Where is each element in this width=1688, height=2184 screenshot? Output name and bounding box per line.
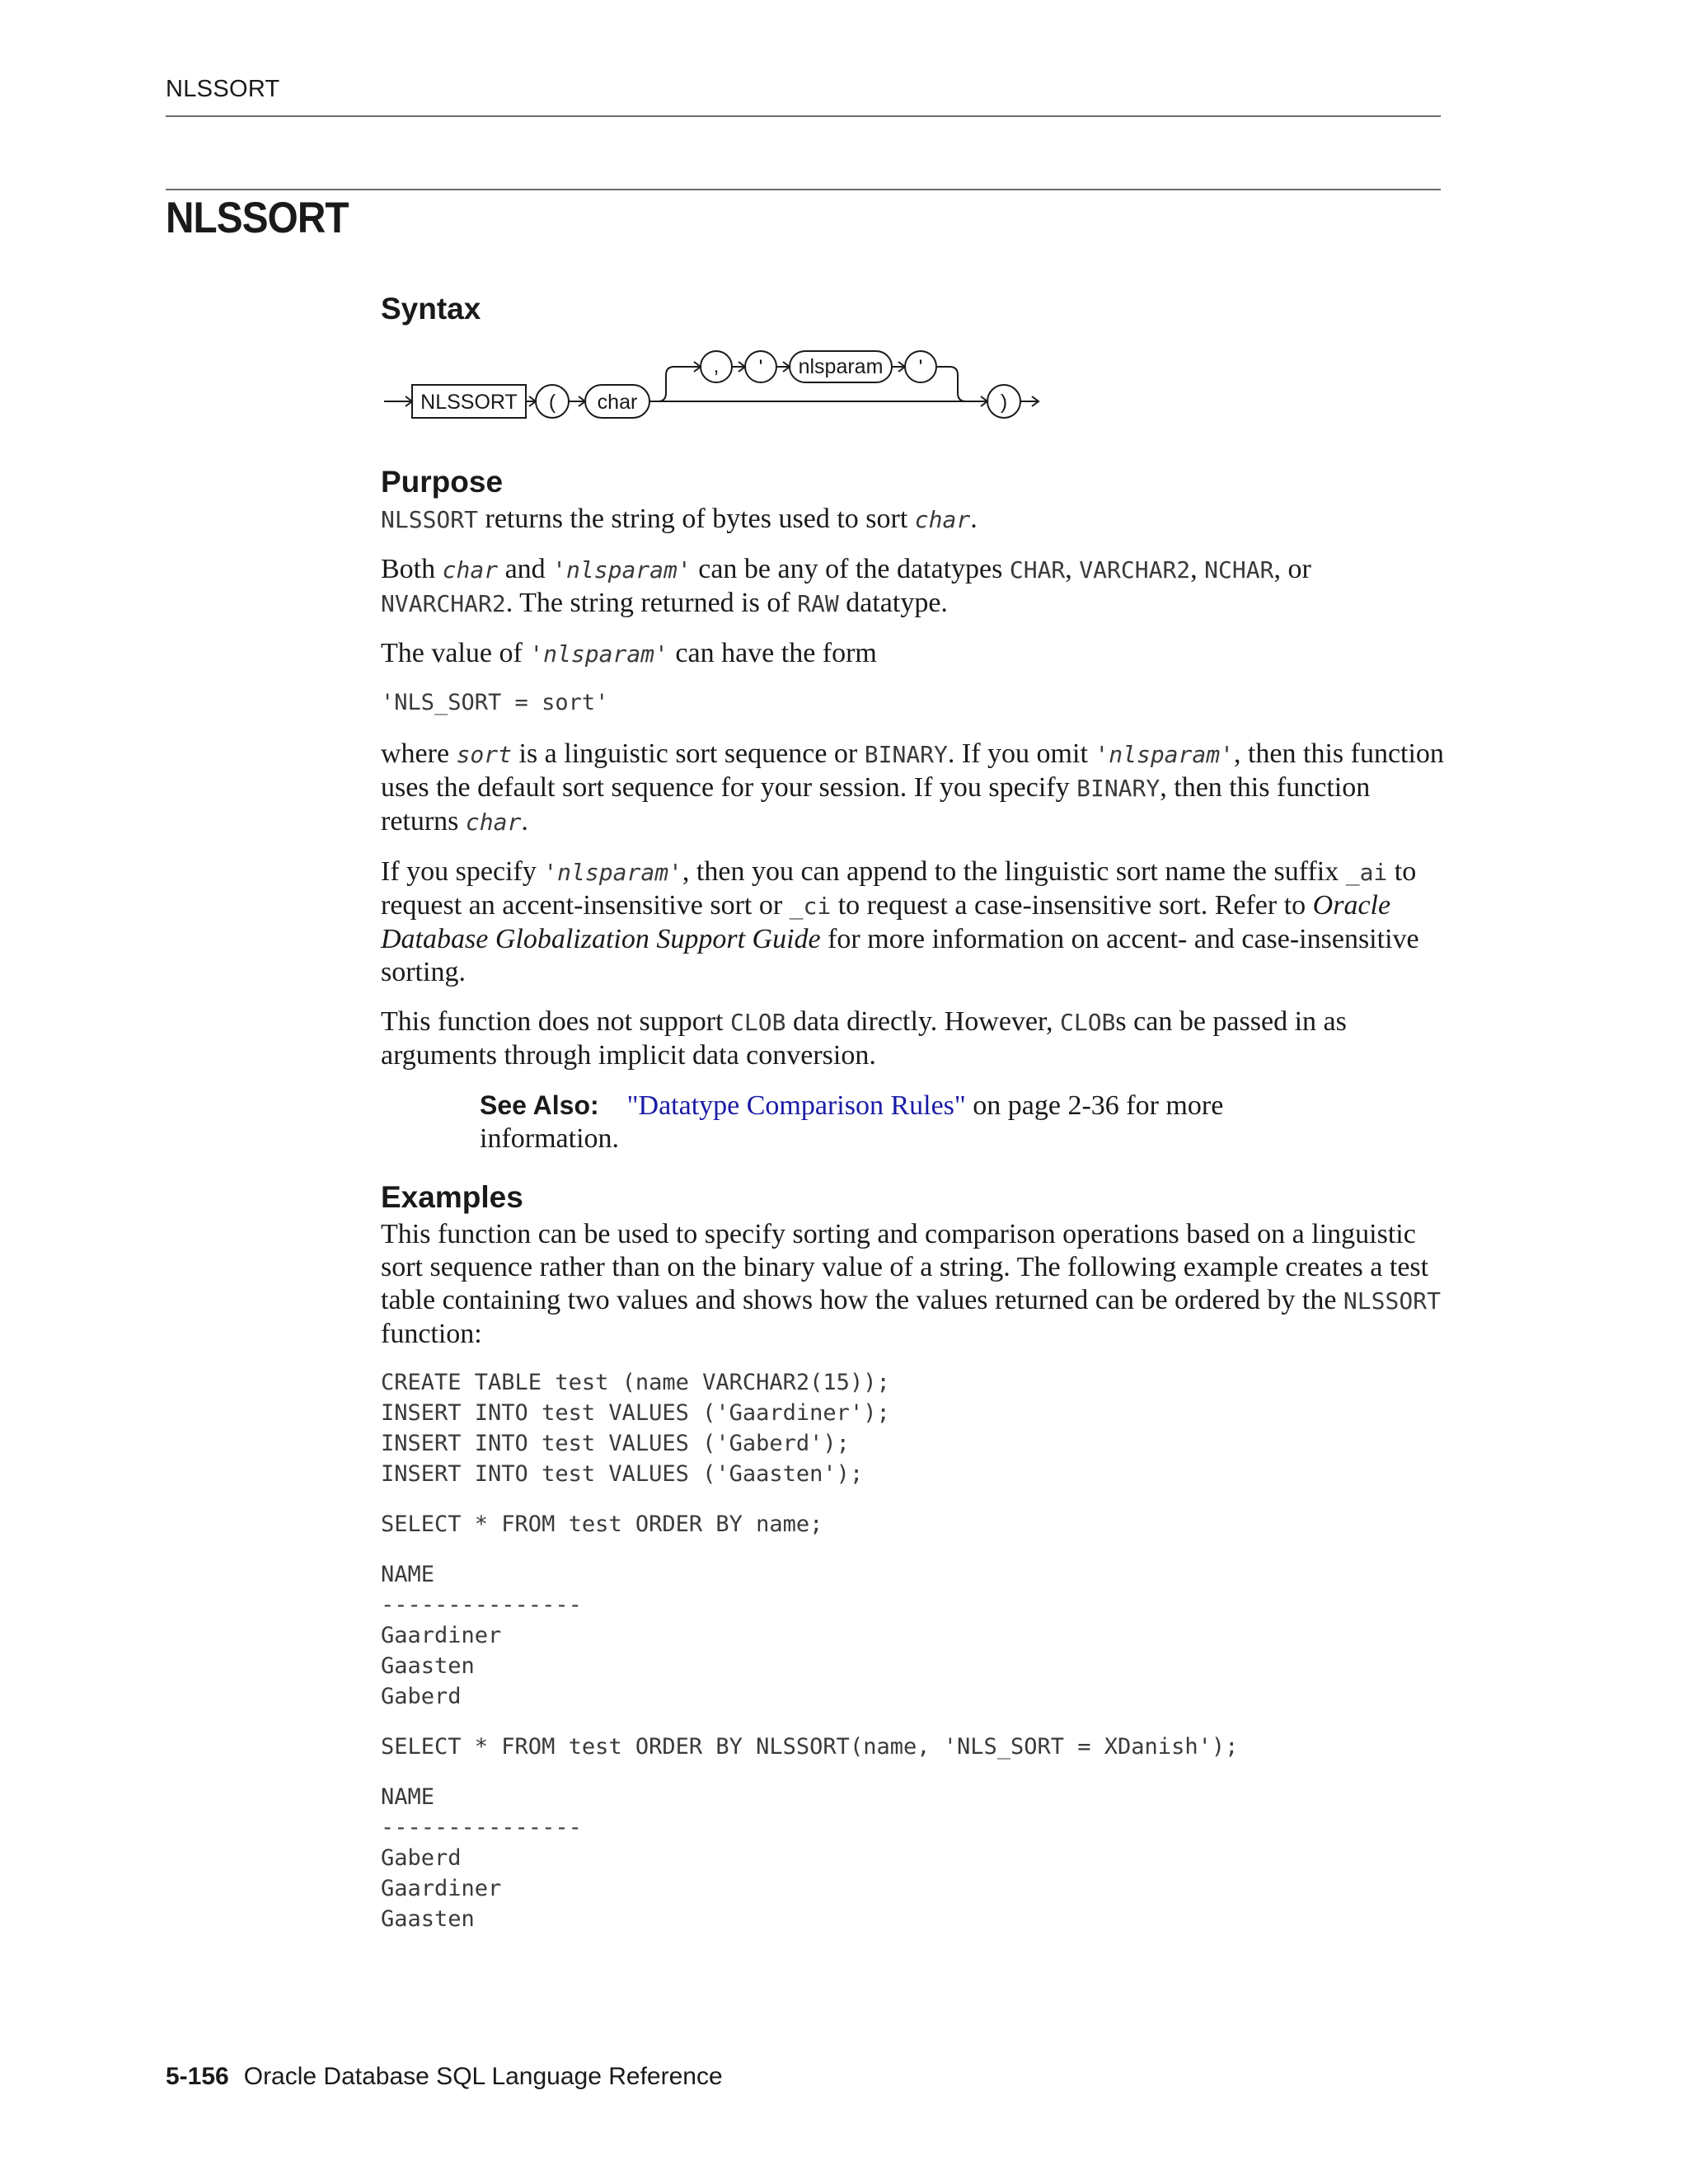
diagram-nlsparam: nlsparam	[798, 355, 884, 378]
text: returns the string of bytes used to sort	[478, 504, 915, 534]
purpose-paragraph-4	[381, 738, 1444, 839]
book-reference: Oracle Database Globalization Support Guide	[381, 890, 1391, 954]
page-title: NLSSORT	[166, 194, 349, 242]
diagram-quote-open: '	[758, 356, 763, 379]
text: This function does not support	[381, 1006, 731, 1037]
main-content	[381, 288, 1444, 1954]
text: ,	[1065, 554, 1080, 584]
see-also-note	[480, 1089, 1304, 1155]
page-number: 5-156	[166, 2063, 229, 2090]
code-block-result-2: NAME --------------- Gaberd Gaardiner Gaasten	[381, 1784, 582, 1932]
purpose-paragraph-5	[381, 855, 1444, 989]
diagram-char: char	[597, 391, 638, 414]
code-block-select-1: SELECT * FROM test ORDER BY name;	[381, 1511, 823, 1537]
inline-code-italic: char	[442, 556, 499, 583]
text: to request a case-insensitive sort. Refer to	[831, 890, 1313, 921]
syntax-railroad-diagram	[381, 346, 1057, 429]
text: If you specify	[381, 856, 544, 887]
diagram-comma: ,	[713, 354, 720, 377]
examples-heading: Examples	[381, 1180, 523, 1214]
inline-code: _ci	[789, 893, 832, 920]
header-rule	[166, 115, 1441, 117]
text: , or	[1273, 554, 1311, 584]
text: . The string returned is of	[505, 588, 798, 618]
datatype-comparison-rules-link[interactable]: "Datatype Comparison Rules"	[626, 1090, 966, 1121]
inline-code-italic: char	[465, 808, 522, 836]
see-also-text: on page 2-36 for more information.	[480, 1090, 1224, 1154]
diagram-lparen: (	[548, 391, 556, 414]
text: .	[521, 806, 528, 837]
inline-code-italic: 'nlsparam'	[543, 859, 682, 886]
text: . If you omit	[947, 738, 1095, 769]
text: can be any of the datatypes	[691, 554, 1010, 584]
inline-code: VARCHAR2	[1079, 556, 1191, 583]
inline-code-italic: 'nlsparam'	[552, 556, 692, 583]
text: to request an accent-insensitive sort or	[381, 856, 1417, 921]
inline-code-italic: 'nlsparam'	[1095, 741, 1234, 768]
inline-code-italic: 'nlsparam'	[529, 640, 668, 668]
page-footer	[166, 2063, 723, 2091]
form-code-block: 'NLS_SORT = sort'	[381, 690, 609, 715]
see-also-label: See Also:	[480, 1090, 599, 1120]
diagram-quote-close: '	[918, 356, 923, 379]
text: ,	[1190, 554, 1205, 584]
book-title: Oracle Database SQL Language Reference	[243, 2063, 723, 2090]
text: , then this function uses the default sort sequence for your session. If you specify	[381, 738, 1444, 803]
purpose-paragraph-2	[381, 553, 1444, 621]
text: .	[970, 504, 978, 534]
inline-code: NCHAR	[1204, 556, 1274, 583]
text: , then this function returns	[381, 772, 1371, 837]
inline-code-italic: char	[914, 506, 971, 533]
text: and	[498, 554, 553, 584]
syntax-heading: Syntax	[381, 292, 481, 326]
text: Both	[381, 554, 443, 584]
inline-code: BINARY	[864, 741, 948, 768]
inline-code: _ai	[1345, 859, 1388, 886]
code-block-select-2: SELECT * FROM test ORDER BY NLSSORT(name, 'NLS_SORT = XDanish');	[381, 1734, 1239, 1760]
inline-code: NLSSORT	[1343, 1287, 1441, 1315]
purpose-heading: Purpose	[381, 465, 504, 499]
text: for more information on accent- and case-insensitive sorting.	[381, 924, 1419, 987]
inline-code: BINARY	[1076, 775, 1160, 802]
title-rule	[166, 189, 1441, 190]
diagram-keyword: NLSSORT	[420, 391, 518, 414]
purpose-paragraph-6	[381, 1005, 1444, 1072]
purpose-paragraph-1	[381, 503, 1444, 537]
text: The value of	[381, 638, 530, 668]
inline-code: CHAR	[1009, 556, 1066, 583]
inline-code-italic: sort	[456, 741, 512, 768]
text: , then you can append to the linguistic sort name the suffix	[682, 856, 1346, 887]
inline-code: RAW	[797, 590, 839, 617]
text: function:	[381, 1319, 482, 1349]
text: s can be passed in as arguments through implicit data conversion.	[381, 1006, 1347, 1071]
text: datatype.	[838, 588, 948, 618]
text: This function can be used to specify sorting and comparison operations based on a linguistic sort sequence rather than on the binary value of a string. The following example creates a test table containing two values and shows how the values returned can be ordered by the	[381, 1219, 1429, 1315]
inline-code: NLSSORT	[381, 506, 479, 533]
diagram-rparen: )	[1000, 391, 1008, 414]
purpose-paragraph-3	[381, 637, 1444, 671]
inline-code: CLOB	[730, 1009, 786, 1036]
running-head: NLSSORT	[166, 76, 280, 102]
inline-code: NVARCHAR2	[381, 590, 506, 617]
text: is a linguistic sort sequence or	[512, 738, 865, 769]
inline-code: CLOB	[1059, 1009, 1116, 1036]
code-block-result-1: NAME --------------- Gaardiner Gaasten Gaberd	[381, 1562, 582, 1709]
text: data directly. However,	[785, 1006, 1060, 1037]
text: where	[381, 738, 457, 769]
examples-intro	[381, 1218, 1444, 1351]
text: can have the form	[668, 638, 877, 668]
code-block-create: CREATE TABLE test (name VARCHAR2(15)); INSERT INTO test VALUES ('Gaardiner'); INSERT INTO test VALUES ('Gaberd'); INSERT INTO test VALUES ('Gaasten');	[381, 1370, 890, 1487]
